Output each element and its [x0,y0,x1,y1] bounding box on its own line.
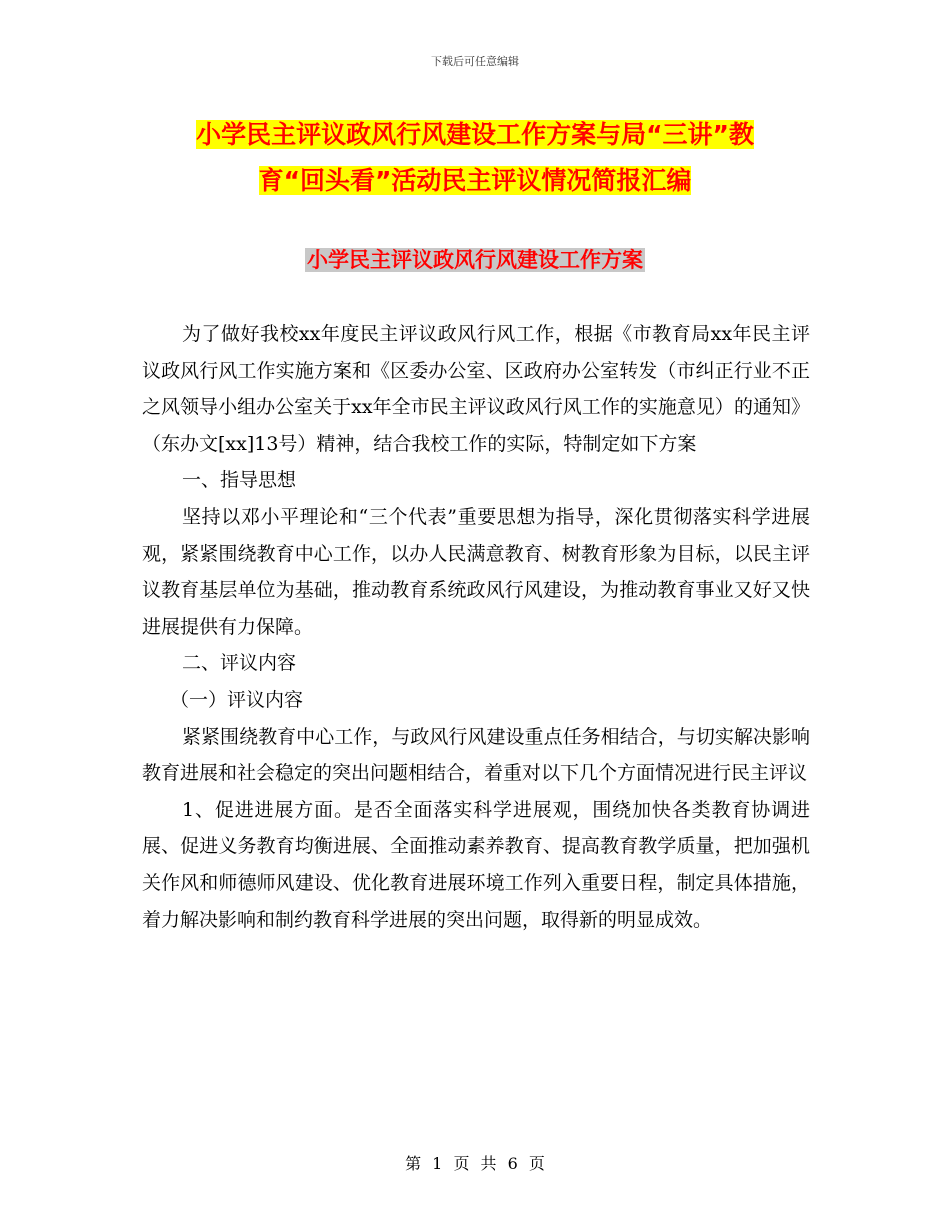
paragraph-promote-development: 1、促进进展方面。是否全面落实科学进展观，围绕加快各类教育协调进展、促进义务教育均衡进展、全面推动素养教育、提高教育教学质量，把加强机关作风和师德师风建设、优化教育进展环境工作列入重要日程，制定具体措施，着力解决影响和制约教育科学进展的突出问题，取得新的明显成效。 [142,798,810,931]
section-title-text: 小学民主评议政风行风建设工作方案 [307,248,643,272]
paragraph-intro: 为了做好我校xx年度民主评议政风行风工作，根据《市教育局xx年民主评议政风行风工作实施方案和《区委办公室、区政府办公室转发（市纠正行业不正之风领导小组办公室关于xx年全市民主评议政风行风工作的实施意见）的通知》（东办文[xx]13号）精神，结合我校工作的实际，特制定如下方案 [142,323,810,455]
heading-guiding-thought: 一、指导思想 [182,469,297,492]
section-title [0,243,950,277]
document-title-line-2: 育“回头看”活动民主评议情况简报汇编 [258,166,692,195]
document-title-line-1: 小学民主评议政风行风建设工作方案与局“三讲”教 [196,120,754,149]
document-body [142,316,810,938]
paragraph-guiding-thought: 坚持以邓小平理论和“三个代表”重要思想为指导，深化贯彻落实科学进展观，紧紧围绕教育中心工作，以办人民满意教育、树教育形象为目标，以民主评议教育基层单位为基础，推动教育系统政风行风建设，为推动教育事业又好又快进展提供有力保障。 [142,505,810,638]
subheading-evaluation-content: （一）评议内容 [170,688,304,711]
header-note: 下载后可任意编辑 [431,55,519,68]
heading-evaluation-content: 二、评议内容 [182,652,297,675]
page-footer: 第 1 页 共 6 页 [405,1154,545,1173]
document-title [120,112,830,204]
paragraph-evaluation-scope: 紧紧围绕教育中心工作，与政风行风建设重点任务相结合，与切实解决影响教育进展和社会稳定的突出问题相结合，着重对以下几个方面情况进行民主评议 [142,725,810,785]
